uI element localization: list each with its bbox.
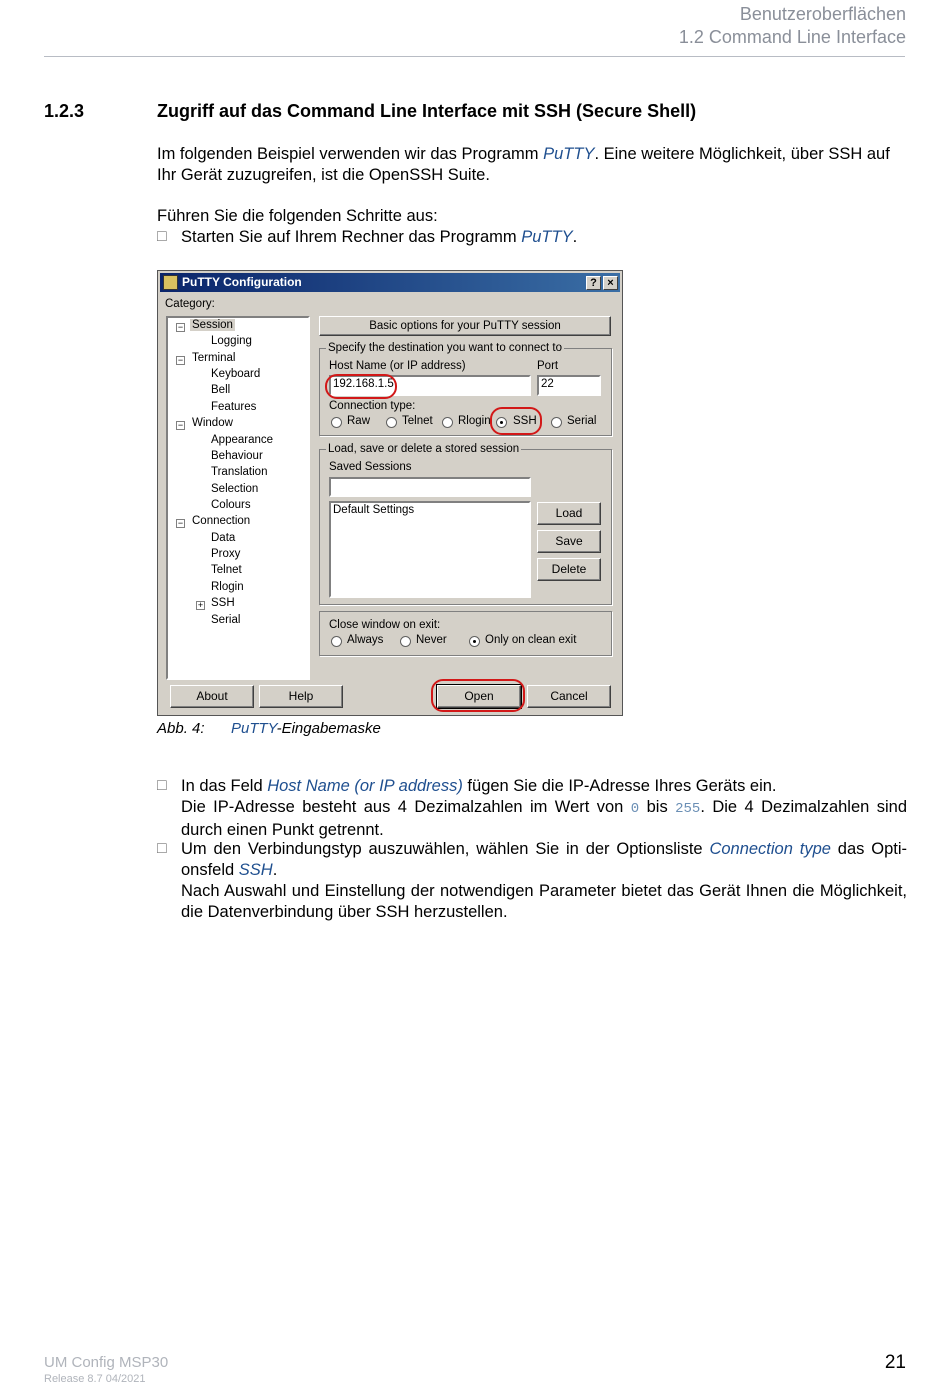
section-number: 1.2.3 — [44, 101, 85, 121]
header-rule — [44, 56, 905, 57]
ui-term: Connection type — [709, 840, 831, 858]
steps-intro: Führen Sie die folgenden Schritte aus: — [157, 207, 438, 225]
collapse-icon[interactable]: − — [177, 355, 184, 365]
text: . Die 4 Dezimalzahlen sind durch einen Punkt getrennt. — [181, 798, 908, 839]
ui-term: PuTTY — [543, 145, 595, 163]
bullet-box: □ — [157, 228, 167, 245]
text: Um den Verbindungstyp auszuwählen, wählen Sie in der Optionsliste — [181, 840, 710, 858]
collapse-icon[interactable]: − — [177, 322, 184, 332]
step-start-putty — [181, 227, 907, 248]
tree-item-rlogin[interactable]: Rlogin — [211, 581, 244, 593]
tree-item-selection[interactable]: Selection — [211, 483, 259, 495]
text: Die IP-Adresse besteht aus 4 Dezimalzahlen im Wert von — [181, 798, 631, 816]
panel-title: Basic options for your PuTTY session — [319, 316, 611, 336]
tree-item-serial[interactable]: Serial — [211, 614, 241, 626]
radio-never-label: Never — [416, 634, 447, 646]
close-titlebar-button[interactable]: × — [603, 276, 618, 290]
footer-document: UM Config MSP30 — [44, 1354, 169, 1371]
figure-caption — [231, 720, 381, 737]
ui-term: PuTTY — [231, 720, 277, 737]
tree-item-data[interactable]: Data — [211, 532, 236, 544]
text: . — [572, 228, 578, 246]
list-item[interactable]: Default Settings — [333, 504, 415, 516]
text: . — [272, 861, 278, 879]
text: bis — [639, 798, 676, 816]
code-value: 255 — [675, 801, 701, 817]
help-titlebar-button[interactable]: ? — [586, 276, 601, 290]
tree-item-telnet[interactable]: Telnet — [211, 564, 242, 576]
tree-item-connection[interactable]: Connection — [192, 515, 251, 527]
radio-raw-label: Raw — [347, 415, 371, 427]
text: In das Feld — [181, 777, 268, 795]
ui-term: PuTTY — [521, 228, 573, 246]
radio-serial[interactable] — [551, 417, 562, 428]
intro-paragraph — [157, 144, 907, 186]
tree-item-session[interactable]: Session — [192, 319, 233, 331]
radio-always[interactable] — [331, 636, 342, 647]
help-button[interactable]: Help — [259, 685, 343, 708]
step-host-name — [181, 776, 907, 841]
sessions-group-label: Load, save or delete a stored session — [328, 443, 520, 455]
tree-item-logging[interactable]: Logging — [211, 335, 252, 347]
tree-item-window[interactable]: Window — [192, 417, 233, 429]
page-number: 21 — [884, 1352, 906, 1373]
tree-item-bell[interactable]: Bell — [211, 384, 231, 396]
tree-item-proxy[interactable]: Proxy — [211, 548, 241, 560]
close-on-exit-label: Close window on exit: — [329, 619, 441, 631]
tree-item-colours[interactable]: Colours — [211, 499, 251, 511]
tree-item-keyboard[interactable]: Keyboard — [211, 368, 261, 380]
cancel-button[interactable]: Cancel — [527, 685, 611, 708]
section-title: Zugriff auf das Command Line Interface mit SSH (Secure Shell) — [157, 101, 697, 121]
code-value: 0 — [630, 801, 640, 817]
save-button[interactable]: Save — [537, 530, 601, 553]
ui-term: Host Name (or IP address) — [267, 777, 463, 795]
figure-number: Abb. 4: — [157, 720, 205, 737]
putty-icon — [163, 275, 178, 290]
text: Im folgenden Beispiel verwenden wir das Programm — [157, 145, 544, 163]
radio-telnet[interactable] — [386, 417, 397, 428]
footer-release: Release 8.7 04/2021 — [44, 1373, 146, 1385]
sessions-list[interactable] — [329, 501, 531, 598]
open-button[interactable]: Open — [437, 685, 521, 708]
connection-type-label: Connection type: — [329, 400, 416, 412]
radio-rlogin[interactable] — [442, 417, 453, 428]
ui-term: SSH — [238, 861, 273, 879]
step-connection-type — [181, 839, 907, 923]
radio-ssh[interactable] — [496, 417, 507, 428]
putty-window — [157, 270, 623, 716]
text: fügen Sie die IP-Adresse Ihres Geräts ein. — [462, 777, 777, 795]
bullet-box: □ — [157, 777, 167, 794]
radio-clean-exit[interactable] — [469, 636, 480, 647]
collapse-icon[interactable]: − — [177, 518, 184, 528]
text: . Eine weitere Möglichkeit, über SSH auf Ihr Gerät zuzugreifen, ist die OpenSSH Suite. — [157, 145, 890, 184]
radio-ssh-label: SSH — [513, 415, 537, 427]
running-header-chapter: Benutzeroberflächen — [739, 4, 906, 24]
radio-serial-label: Serial — [567, 415, 597, 427]
host-name-input[interactable]: 192.168.1.5 — [329, 375, 531, 396]
tree-item-behaviour[interactable]: Behaviour — [211, 450, 263, 462]
tree-item-translation[interactable]: Translation — [211, 466, 268, 478]
tree-item-ssh[interactable]: SSH — [211, 597, 235, 609]
port-label: Port — [537, 360, 559, 372]
destination-group-label: Specify the destination you want to connect to — [328, 342, 562, 354]
title-bar — [160, 273, 620, 292]
text: -Eingabemaske — [276, 720, 381, 737]
expand-icon[interactable]: + — [197, 600, 204, 610]
running-header-section: 1.2 Command Line Interface — [678, 27, 906, 47]
tree-item-terminal[interactable]: Terminal — [192, 352, 236, 364]
text: Nach Auswahl und Einstellung der notwendigen Parameter bietet das Gerät Ihnen die Möglichkeit, die Datenverbindung über SSH herzustellen. — [181, 882, 907, 921]
saved-sessions-label: Saved Sessions — [329, 461, 412, 473]
tree-item-appearance[interactable]: Appearance — [211, 434, 274, 446]
radio-never[interactable] — [400, 636, 411, 647]
about-button[interactable]: About — [170, 685, 254, 708]
tree-item-features[interactable]: Features — [211, 401, 257, 413]
port-input[interactable]: 22 — [537, 375, 601, 396]
radio-raw[interactable] — [331, 417, 342, 428]
load-button[interactable]: Load — [537, 502, 601, 525]
collapse-icon[interactable]: − — [177, 420, 184, 430]
text: Starten Sie auf Ihrem Rechner das Programm — [181, 228, 522, 246]
radio-always-label: Always — [347, 634, 384, 646]
radio-clean-exit-label: Only on clean exit — [485, 634, 577, 646]
window-title: PuTTY Configuration — [182, 275, 302, 289]
host-name-label: Host Name (or IP address) — [329, 360, 466, 372]
saved-sessions-input[interactable] — [329, 477, 531, 497]
category-tree[interactable] — [166, 316, 310, 680]
radio-rlogin-label: Rlogin — [458, 415, 491, 427]
bullet-box: □ — [157, 840, 167, 857]
category-label: Category: — [165, 298, 215, 310]
radio-telnet-label: Telnet — [402, 415, 433, 427]
delete-button[interactable]: Delete — [537, 558, 601, 581]
text: das Optionsfeld — [181, 840, 907, 879]
